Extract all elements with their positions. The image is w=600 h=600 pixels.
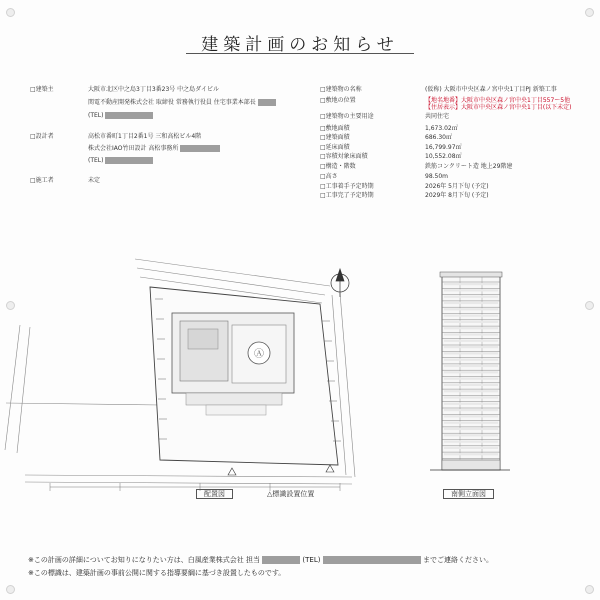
info-value: 686.30㎡ <box>425 134 452 141</box>
redacted-name-mask <box>258 99 276 106</box>
info-value: 1,673.02㎡ <box>425 125 458 132</box>
balcony-band <box>444 384 498 386</box>
legal-note: ※この標識は、建築計画の事前公開に関する指導要綱に基づき設置したものです。 <box>28 569 286 577</box>
redacted-name-mask <box>180 145 220 152</box>
balcony-band <box>444 308 498 310</box>
screw-bottom-right <box>585 585 594 594</box>
balcony-band <box>444 371 498 373</box>
page-title: 建築計画のお知らせ <box>201 35 399 55</box>
balcony-band <box>444 327 498 329</box>
builder-value: 未定 <box>88 177 101 184</box>
screw-top-right <box>585 8 594 17</box>
info-value: 98.50m <box>425 173 449 180</box>
redacted-tel-mask <box>105 112 153 119</box>
info-label: □建築物の主要用途 <box>320 113 374 120</box>
owner-company: 関電不動産開発株式会社 取締役 常務執行役員 住宅事業本部長 <box>88 99 276 107</box>
info-value: 10,552.08㎡ <box>425 153 462 160</box>
info-label: □敷地の位置 <box>320 97 356 104</box>
designer-label: □設計者 <box>30 133 54 140</box>
balcony-band <box>444 441 498 443</box>
designer-tel: (TEL) <box>88 157 153 165</box>
site-plan-caption: 配置図 <box>196 490 233 499</box>
balcony-band <box>444 296 498 298</box>
balcony-band <box>444 289 498 291</box>
north-arrow-icon <box>331 269 349 297</box>
info-label: □容積対象床面積 <box>320 153 368 160</box>
balcony-band <box>444 415 498 417</box>
contact-note: ※この計画の詳細についてお知りになりたい方は、白風産業株式会社 担当 (TEL) までご連絡ください。 <box>28 556 493 564</box>
owner-tel: (TEL) <box>88 112 153 120</box>
balcony-band <box>444 352 498 354</box>
screw-mid-right <box>585 301 594 310</box>
info-label: □高さ <box>320 173 338 180</box>
balcony-band <box>444 321 498 323</box>
balcony-band <box>444 333 498 335</box>
redacted-contact-mask <box>262 556 300 564</box>
designer-company: 株式会社IAO竹田設計 高松事務所 <box>88 145 220 153</box>
balcony-band <box>444 390 498 392</box>
title-underline <box>186 53 414 54</box>
balcony-band <box>444 396 498 398</box>
balcony-band <box>444 447 498 449</box>
balcony-band <box>444 434 498 436</box>
info-label: □構造・階数 <box>320 163 356 170</box>
sign-position-marker-icon <box>326 465 334 472</box>
info-value: (仮称) 大阪市中央区森ノ宮中央1丁目PJ 新築工事 <box>425 86 557 93</box>
info-label: □敷地面積 <box>320 125 350 132</box>
balcony-band <box>444 403 498 405</box>
balcony-band <box>444 453 498 455</box>
balcony-band <box>444 315 498 317</box>
sign-position-legend: △標識設置位置 <box>267 490 315 498</box>
balcony-band <box>444 409 498 411</box>
sign-position-marker-icon <box>228 468 236 475</box>
owner-label: □建築主 <box>30 86 54 93</box>
screw-top-left <box>6 8 15 17</box>
balcony-band <box>444 283 498 285</box>
south-elevation-drawing <box>430 270 510 480</box>
balcony-band <box>444 302 498 304</box>
balcony-band <box>444 422 498 424</box>
info-value: 16,799.97㎡ <box>425 144 462 151</box>
balcony-band <box>444 428 498 430</box>
info-label: □延床面積 <box>320 144 350 151</box>
info-value: 【地名地番】大阪市中央区森ノ宮中央1丁目557ー5他 <box>425 97 571 104</box>
redacted-contact-tel-mask <box>323 556 421 564</box>
balcony-band <box>444 340 498 342</box>
info-value: 共同住宅 <box>425 113 450 120</box>
builder-label: □施工者 <box>30 177 54 184</box>
redacted-tel-mask <box>105 157 153 164</box>
designer-address: 高松市番町1丁目2番1号 三和高松ビル4階 <box>88 133 202 140</box>
info-value: 鉄筋コンクリート造 地上29階建 <box>425 163 513 170</box>
info-label: □工事着手予定時期 <box>320 183 374 190</box>
owner-address: 大阪市北区中之島3丁目3番23号 中之島ダイビル <box>88 86 220 93</box>
screw-bottom-left <box>6 585 15 594</box>
elevation-caption: 南側立面図 <box>443 490 494 499</box>
info-value: 【住居表示】大阪市中央区森ノ宮中央1丁目(以下未定) <box>425 104 572 111</box>
balcony-band <box>444 359 498 361</box>
balcony-band <box>444 365 498 367</box>
site-plan-drawing <box>0 255 372 495</box>
info-label: □建築面積 <box>320 134 350 141</box>
info-label: □工事完了予定時期 <box>320 192 374 199</box>
svg-text:Ⓐ: Ⓐ <box>254 349 264 360</box>
info-value: 2029年 8月下旬 (予定) <box>425 192 489 199</box>
balcony-band <box>444 378 498 380</box>
info-label: □建築物の名称 <box>320 86 362 93</box>
info-value: 2026年 5月下旬 (予定) <box>425 183 489 190</box>
balcony-band <box>444 346 498 348</box>
